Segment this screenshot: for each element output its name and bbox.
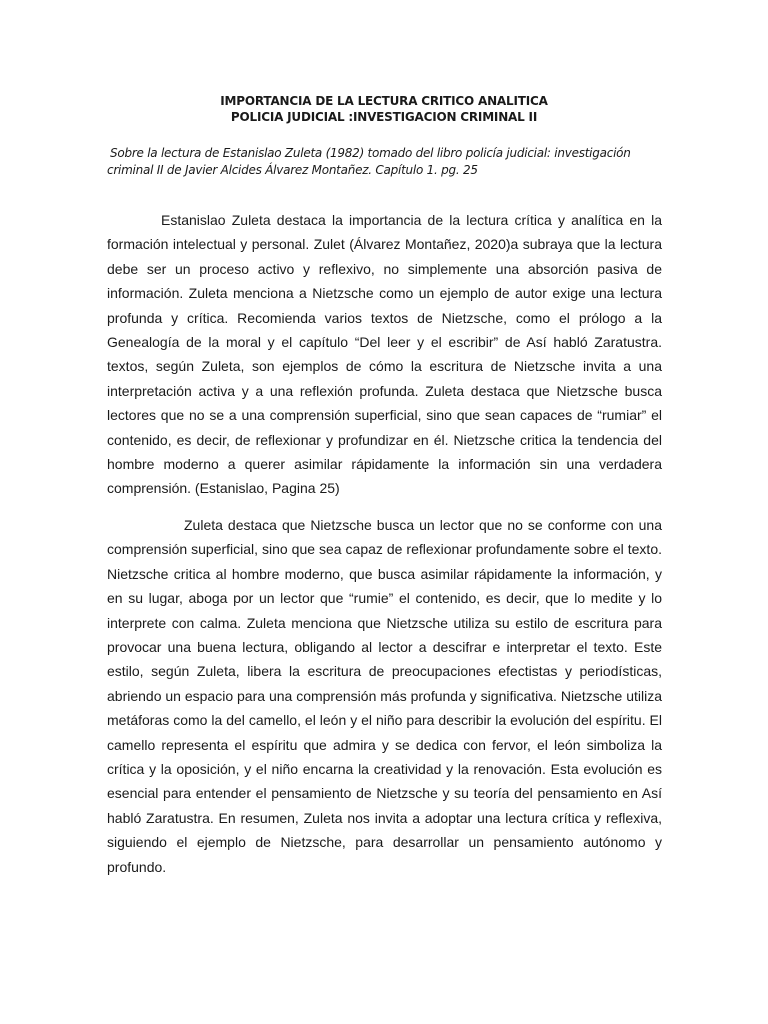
paragraph-1-text: Estanislao Zuleta destaca la importancia de la lectura crítica y analítica en la formación intelectual y personal. Zulet (Álvarez Montañez, 2020)a subraya que la lectura debe ser un proceso activo y reflexivo, no simplemente una absorción pasiva de información. Zuleta menciona a Nietzsche como un ejemplo de autor exige una lectura profunda y crítica. Recomienda varios textos de Nietzsche, como el prólogo a la Genealogía de la moral y el capítulo “Del leer y el escribir” de Así habló Zaratustra. textos, según Zuleta, son ejemplos de cómo la escritura de Nietzsche invita a una interpretación activa y a una reflexión profunda. Zuleta destaca que Nietzsche busca lectores que no se a una comprensión superficial, sino que sean capaces de “rumiar” el contenido, es decir, de reflexionar y profundizar en él. Nietzsche critica la tendencia del hombre moderno a querer asimilar rápidamente la información sin una verdadera comprensión. (Estanislao, Pagina 25)	[107, 212, 662, 497]
body-paragraph-2	[107, 513, 662, 879]
paragraph-2-text: Zuleta destaca que Nietzsche busca un lector que no se conforme con una comprensión superficial, sino que sea capaz de reflexionar profundamente sobre el texto. Nietzsche critica al hombre moderno, que busca asimilar rápidamente la información, y en su lugar, aboga por un lector que “rumie” el contenido, es decir, que lo medite y lo interprete con calma. Zuleta menciona que Nietzsche utiliza su estilo de escritura para provocar una buena lectura, obligando al lector a descifrar e interpretar el texto. Este estilo, según Zuleta, libera la escritura de preocupaciones efectistas y periodísticas, abriendo un espacio para una comprensión más profunda y significativa. Nietzsche utiliza metáforas como la del camello, el león y el niño para describir la evolución del espíritu. El camello representa el espíritu que admira y se dedica con fervor, el león simboliza la crítica y la oposición, y el niño encarna la creatividad y la renovación. Esta evolución es esencial para entender el pensamiento de Nietzsche y su teoría del pensamiento en Así habló Zaratustra. En resumen, Zuleta nos invita a adoptar una lectura crítica y reflexiva, siguiendo el ejemplo de Nietzsche, para desarrollar un pensamiento autónomo y profundo.	[107, 517, 662, 875]
source-note: Sobre la lectura de Estanislao Zuleta (1982) tomado del libro policía judicial: investigación criminal II de Javier Alcides Álvarez Montañez. Capítulo 1. pg. 25	[107, 146, 631, 177]
body-paragraph-1	[107, 208, 662, 501]
document-title	[0, 93, 768, 125]
title-line-2: POLICIA JUDICIAL :INVESTIGACION CRIMINAL II	[230, 110, 538, 124]
title-line-1: IMPORTANCIA DE LA LECTURA CRITICO ANALITICA	[220, 94, 548, 108]
